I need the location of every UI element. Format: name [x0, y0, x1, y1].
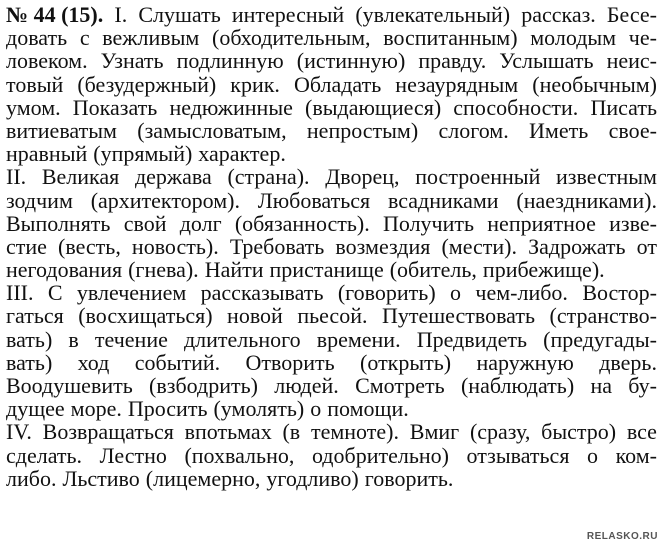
text-word: (обходительным,	[212, 25, 371, 51]
text-word: быстро)	[541, 419, 617, 445]
text-word: ход	[77, 349, 110, 375]
text-line	[6, 26, 657, 49]
text-word: недюжинные	[169, 94, 293, 120]
text-word: (говорить)	[337, 280, 436, 306]
text-word: товый	[6, 71, 64, 97]
text-word: (в	[282, 419, 301, 445]
text-word: (гнева).	[128, 257, 199, 283]
text-word: пристанище	[269, 257, 384, 283]
text-word: темноте).	[310, 419, 399, 445]
text-word: новость).	[131, 233, 219, 259]
text-word: (похвально,	[184, 442, 295, 468]
text-line	[6, 73, 657, 96]
text-word: чем-либо.	[475, 280, 568, 306]
text-word: (обязанность).	[234, 210, 370, 236]
text-word: вежливым	[102, 25, 200, 51]
text-word: (умолять)	[213, 396, 305, 422]
text-word: витиеватым	[6, 117, 117, 143]
text-word: новой	[227, 303, 283, 329]
text-word: непростым)	[306, 117, 419, 143]
document-page	[6, 3, 657, 543]
text-word: II.	[6, 164, 27, 190]
text-word: (наездниками).	[516, 187, 657, 213]
text-word: Обладать	[293, 71, 382, 97]
text-word: (весть,	[58, 233, 121, 259]
text-word: длительного	[183, 326, 301, 352]
text-line	[6, 351, 657, 374]
text-word: отзываться	[466, 442, 570, 468]
text-word: долг	[179, 210, 222, 236]
text-word: интересный	[231, 3, 345, 27]
text-word: (сразу,	[469, 419, 531, 445]
text-word: в	[68, 326, 79, 352]
text-line	[6, 142, 657, 165]
text-word: Найти	[204, 257, 264, 283]
text-word: Выполнять	[6, 210, 111, 236]
text-word: событий.	[134, 349, 221, 375]
text-word: (замысловатым,	[137, 117, 287, 143]
text-word: незаурядным	[395, 71, 519, 97]
text-word: че-	[628, 25, 657, 51]
text-word: Любоваться	[257, 187, 371, 213]
text-word: увлечением	[76, 280, 187, 306]
text-word: С	[47, 280, 63, 306]
text-word: пьесой.	[297, 303, 368, 329]
text-word: на	[590, 373, 612, 398]
text-word: IV.	[6, 419, 32, 445]
text-line	[6, 281, 657, 304]
text-line	[6, 258, 657, 281]
text-word: (страна).	[227, 164, 310, 190]
text-line	[6, 304, 657, 327]
text-word: Писать	[590, 94, 657, 120]
text-word: Иметь	[529, 117, 589, 143]
text-word: (наблюдать)	[460, 373, 575, 398]
text-line	[6, 235, 657, 258]
text-word: Задрожать	[528, 233, 626, 259]
text-word: неис-	[606, 48, 657, 74]
text-word: рассказывать	[200, 280, 324, 306]
text-word: людей.	[274, 373, 339, 398]
text-line	[6, 96, 657, 119]
text-word: о	[450, 280, 462, 306]
text-word: (истинную)	[296, 48, 406, 74]
text-word: рассказ.	[521, 3, 596, 27]
text-word: довать	[6, 25, 68, 51]
text-word: умом.	[6, 94, 61, 120]
text-word: построенный	[415, 164, 541, 190]
text-word: молодым	[530, 25, 617, 51]
text-word: Путешествовать	[381, 303, 536, 329]
text-word: всадниками	[387, 187, 499, 213]
text-line	[6, 444, 657, 467]
text-word: одобрительно)	[311, 442, 449, 468]
text-word: гаться	[6, 303, 64, 329]
text-line	[6, 420, 657, 443]
text-word: стие	[6, 233, 47, 259]
text-word: (предугады-	[543, 326, 657, 352]
text-word: (упрямый)	[93, 141, 193, 167]
text-word: возмездия	[335, 233, 431, 259]
text-line	[6, 374, 657, 397]
text-word: свой	[123, 210, 167, 236]
text-word: Великая	[41, 164, 120, 190]
text-word: нравный	[6, 141, 88, 167]
text-word: (увлекательный)	[355, 3, 511, 27]
text-word: (безудержный)	[77, 71, 217, 97]
text-word: вать)	[6, 349, 53, 375]
text-line	[6, 165, 657, 188]
exercise-number: № 44 (15).	[6, 3, 104, 27]
text-word: Показать	[72, 94, 158, 120]
text-word: Предвидеть	[416, 326, 528, 352]
text-word: помощи.	[327, 396, 409, 422]
text-word: вать)	[6, 326, 53, 352]
text-word: неприятное	[487, 210, 596, 236]
text-word: (необычным)	[532, 71, 657, 97]
text-word: Услышать	[499, 48, 594, 74]
text-word: (мести).	[441, 233, 517, 259]
text-word: Отворить	[245, 349, 335, 375]
text-word: (взбодрить)	[149, 373, 258, 398]
text-word: все	[626, 419, 657, 445]
text-line	[6, 467, 657, 490]
text-word: Слушать	[138, 3, 221, 27]
text-word: от	[636, 233, 657, 259]
text-word: свое-	[608, 117, 657, 143]
text-word: говорить.	[364, 465, 454, 491]
text-word: времени.	[316, 326, 401, 352]
text-line	[6, 189, 657, 212]
text-word: правду.	[418, 48, 487, 74]
text-word: изве-	[609, 210, 657, 236]
text-word: слогом.	[438, 117, 509, 143]
text-word: угодливо)	[266, 465, 359, 491]
text-word: бу-	[628, 373, 657, 398]
text-word: держава	[134, 164, 212, 190]
text-word: Воодушевить	[6, 373, 133, 398]
text-word: Требовать	[229, 233, 325, 259]
text-word: (странство-	[549, 303, 657, 329]
text-word: Бесе-	[606, 3, 657, 27]
text-word: Узнать	[100, 48, 164, 74]
text-line	[6, 212, 657, 235]
text-word: III.	[6, 280, 34, 306]
text-word: характер.	[198, 141, 286, 167]
text-word: зодчим	[6, 187, 73, 213]
text-word: о	[310, 396, 322, 422]
text-word: (выдающиеся)	[305, 94, 442, 120]
text-word: либо.	[6, 465, 57, 491]
text-word: море.	[70, 396, 122, 422]
text-word: (открыть)	[360, 349, 452, 375]
text-word: Лестно	[99, 442, 167, 468]
exercise-text	[6, 3, 657, 490]
text-line	[6, 328, 657, 351]
text-line	[6, 119, 657, 142]
text-word: впотьмах	[184, 419, 272, 445]
text-word: подлинную	[176, 48, 284, 74]
text-word: негодования	[6, 257, 123, 283]
text-word: ловеком.	[6, 48, 88, 74]
text-line	[6, 3, 657, 26]
text-word: воспитанным)	[383, 25, 518, 51]
text-word: (лицемерно,	[145, 465, 261, 491]
text-word: дверь.	[599, 349, 657, 375]
text-word: (обитель,	[389, 257, 477, 283]
text-word: I.	[114, 3, 128, 27]
text-word: сделать.	[6, 442, 83, 468]
text-word: известным	[556, 164, 657, 190]
text-word: дущее	[6, 396, 65, 422]
text-word: с	[79, 25, 90, 51]
text-word: (архитектором).	[90, 187, 240, 213]
text-word: о	[587, 442, 599, 468]
text-word: Просить	[127, 396, 208, 422]
text-word: Востор-	[582, 280, 657, 306]
text-word: Получить	[382, 210, 475, 236]
text-word: течение	[94, 326, 168, 352]
text-word: Льстиво	[62, 465, 140, 491]
text-word: способности.	[453, 94, 579, 120]
text-line	[6, 397, 657, 420]
text-line	[6, 49, 657, 72]
site-watermark: RELASKO.RU	[586, 531, 658, 542]
text-word: (восхищаться)	[78, 303, 213, 329]
text-word: Смотреть	[355, 373, 445, 398]
text-word: прибежище).	[482, 257, 605, 283]
text-word: наружную	[476, 349, 574, 375]
text-word: ком-	[615, 442, 657, 468]
text-word: Возвращаться	[42, 419, 174, 445]
text-word: Дворец,	[325, 164, 400, 190]
text-word: Вмиг	[409, 419, 460, 445]
text-word: крик.	[230, 71, 280, 97]
